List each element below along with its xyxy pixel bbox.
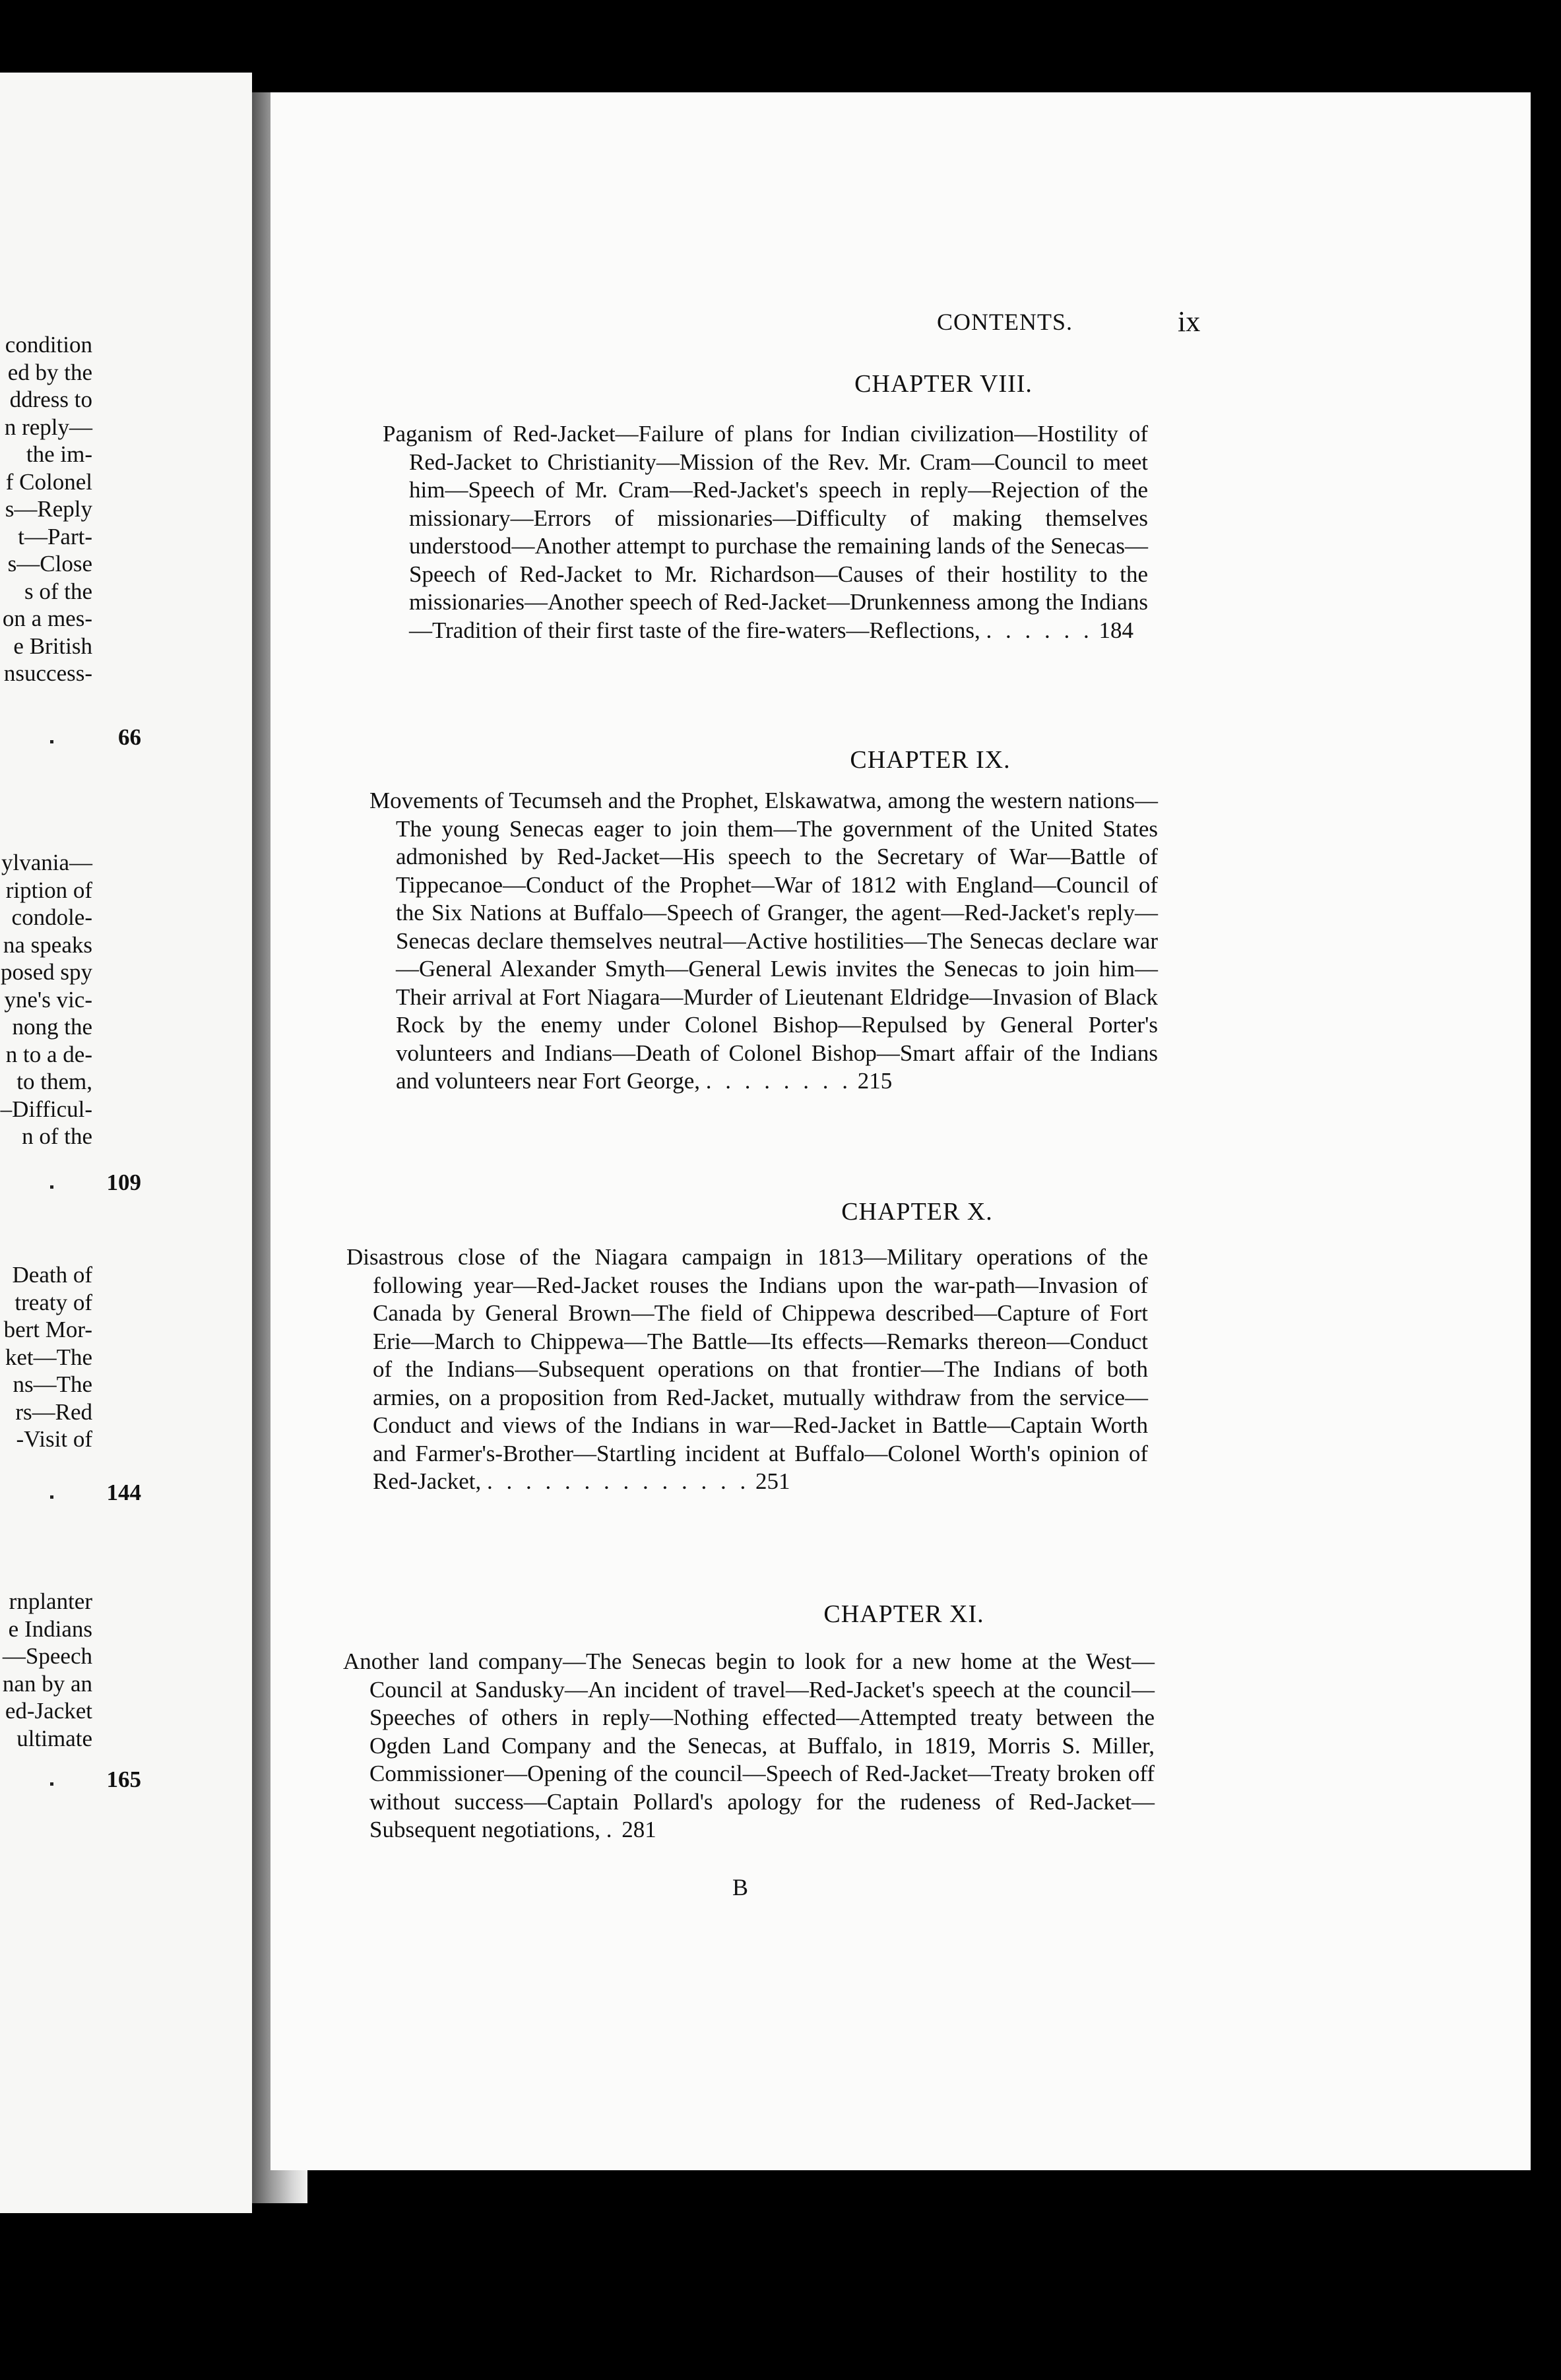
previous-page-line: ddress to [9,387,92,412]
previous-page-fragment [0,73,252,2213]
previous-page-line: n reply— [4,414,92,440]
previous-page-number: 109 [106,1170,141,1195]
previous-page-line: the im- [26,441,92,467]
previous-page-line: ed by the [7,359,92,385]
chapter-8-heading: CHAPTER VIII. [854,370,1033,398]
chapter-11-page-number: 281 [621,1817,656,1842]
leader-dot [50,1495,53,1499]
previous-page-line: n to a de- [5,1041,92,1067]
chapter-11-heading: CHAPTER XI. [823,1600,984,1628]
previous-page-line: ultimate [16,1725,92,1751]
chapter-11-leaders: . [606,1817,616,1842]
chapter-8-summary [383,420,1148,644]
chapter-9-summary [369,787,1158,1096]
previous-page-line: nsuccess- [3,660,92,686]
previous-page-line: nong the [12,1014,92,1040]
previous-page-line: e British [13,633,92,659]
leader-dot [50,740,53,743]
chapter-8-page-number: 184 [1099,617,1133,643]
previous-page-line: to them, [16,1069,92,1094]
previous-page-line: ed-Jacket [5,1698,92,1724]
chapter-9-heading: CHAPTER IX. [850,746,1011,774]
chapter-10-heading: CHAPTER X. [841,1198,993,1226]
previous-page-line: ns—The [13,1371,92,1397]
previous-page-line: posed spy [0,959,92,985]
previous-page-line: t—Part- [18,523,92,549]
previous-page-line: bert Mor- [3,1317,92,1342]
leader-dot [50,1782,53,1786]
previous-page-number: 66 [118,724,141,750]
previous-page-line: ylvania— [1,850,92,875]
previous-page-line: s—Close [7,551,92,577]
running-head: CONTENTS. [937,309,1073,335]
chapter-8-summary-text: Paganism of Red-Jacket—Failure of plans for Indian civilization—Hostility of Red-Jacket to Christianity—Mission of the Rev. Mr. Cram—Council to meet him—Speech of Mr. Cram—Red-Jacket's speech in reply—Rejection of the missionary—Errors of missionaries—Difficulty of making themselves understood—Another attempt to purchase the remaining lands of the Senecas—Speech of Red-Jacket to Mr. Richardson—Causes of their hostility to the missionaries—Another speech of Red-Jacket—Drunkenness among the Indians—Tradition of their first taste of the fire-waters—Reflections, [383,421,1148,643]
previous-page-line: ket—The [5,1344,92,1370]
folio-number: ix [1178,305,1201,338]
previous-page-line: on a mes- [2,606,92,631]
chapter-9-summary-text: Movements of Tecumseh and the Prophet, Elskawatwa, among the western nations—The young Senecas eager to join them—The government of the United States admonished by Red-Jacket—His speech to the Secretary of War—Battle of Tippecanoe—Conduct of the Prophet—War of 1812 with England—Council of the Six Nations at Buffalo—Speech of Granger, the agent—Red-Jacket's reply—Senecas declare themselves neutral—Active hostilities—The Senecas declare war—General Alexander Smyth—General Lewis invites the Senecas to join him—Their arrival at Fort Niagara—Murder of Lieutenant Eldridge—Invasion of Black Rock by the enemy under Colonel Bishop—Repulsed by General Porter's volunteers and Indians—Death of Colonel Bishop—Smart affair of the Indians and volunteers near Fort George, [369,788,1158,1094]
previous-page-line: na speaks [3,931,92,958]
previous-page-line: ription of [5,877,92,903]
previous-page-line: yne's vic- [4,986,92,1013]
previous-page-line: n of the [22,1123,92,1149]
previous-page-line: rnplanter [9,1588,92,1614]
chapter-8-leaders: . . . . . . [986,617,1093,643]
chapter-10-summary [346,1243,1148,1496]
chapter-10-leaders: . . . . . . . . . . . . . . [486,1468,750,1494]
previous-page-line: treaty of [15,1289,92,1315]
chapter-10-page-number: 251 [755,1468,790,1494]
contents-page [271,92,1531,2170]
previous-page-line: condole- [11,904,92,930]
previous-page-line: –Difficul- [0,1096,92,1122]
previous-page-line: s of the [24,578,92,604]
previous-page-line: condition [5,332,92,358]
signature-mark: B [732,1874,749,1900]
previous-page-line: -Visit of [16,1426,92,1452]
previous-page-line: rs—Red [15,1398,92,1425]
previous-page-line: Death of [12,1262,92,1288]
previous-page-line: nan by an [2,1670,92,1697]
chapter-10-summary-text: Disastrous close of the Niagara campaign in 1813—Military operations of the following year—Red-Jacket rouses the Indians upon the war-path—Invasion of Canada by General Brown—The field of Chippewa described—Capture of Fort Erie—March to Chippewa—The Battle—Its effects—Remarks thereon—Conduct of the Indians—Subsequent operations on that frontier—The Indians of both armies, on a proposition from Red-Jacket, mutually withdraw from the service—Conduct and views of the Indians in war—Red-Jacket in Battle—Captain Worth and Farmer's-Brother—Startling incident at Buffalo—Colonel Worth's opinion of Red-Jacket, [346,1244,1148,1494]
page-body [271,92,1531,2170]
chapter-9-leaders: . . . . . . . . [705,1068,852,1094]
previous-page-line: s—Reply [5,496,92,522]
previous-page-number: 165 [106,1767,141,1792]
previous-page-number: 144 [106,1480,141,1505]
chapter-11-summary-text: Another land company—The Senecas begin to look for a new home at the West—Council at Sandusky—An incident of travel—Red-Jacket's speech at the council—Speeches of others in reply—Nothing effected—Attempted treaty between the Ogden Land Company and the Senecas, at Buffalo, in 1819, Morris S. Miller, Commissioner—Opening of the council—Speech of Red-Jacket—Treaty broken off without success—Captain Pollard's apology for the rudeness of Red-Jacket—Subsequent negotiations, [343,1648,1155,1842]
previous-page-line: f Colonel [5,468,92,495]
previous-page-line: e Indians [8,1615,92,1642]
chapter-11-summary [343,1648,1155,1844]
leader-dot [50,1185,53,1189]
chapter-9-page-number: 215 [857,1068,893,1094]
previous-page-line: —Speech [2,1643,92,1669]
